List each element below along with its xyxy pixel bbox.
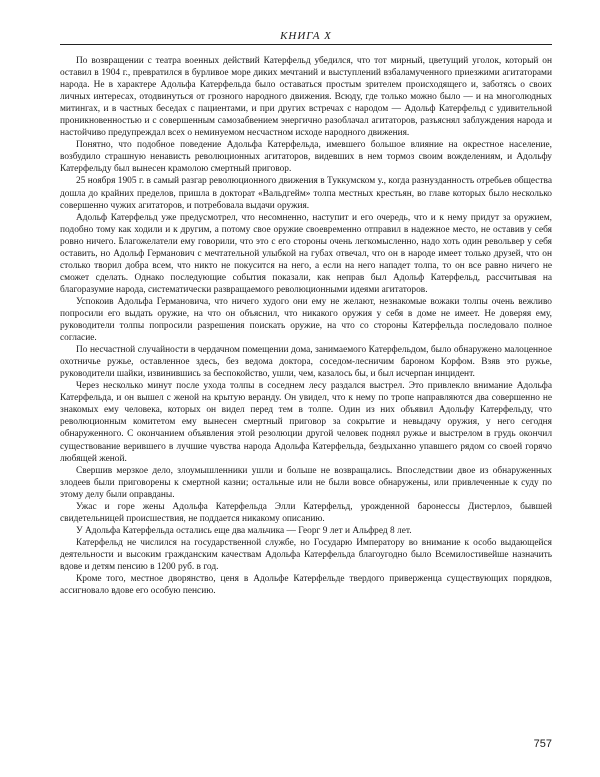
paragraph: По возвращении с театра военных действий Катерфельд убедился, что тот мирный, цветущий уголок, который он оставил в 1904 г., превратился в бурливое море диких мечтаний и выступлений взбаламученного приезжими агитаторами народа. Не в характере Адольфа Катерфельда было оставаться простым зрителем происходящего и, заботясь о своих личных интересах, отодвинуться от грозного народного движения. Всюду, где только можно было — и на многолюдных митингах, и в частных беседах с пациентами, и при других встречах с народом — Адольф Катерфельд с удивительной проникновенностью и с совершенным самозабвением энергично разоблачал агитаторов, разъяснял заблуждения народа и настойчиво предупреждал всех о неминуемом несчастном исходе народного движения.: [60, 56, 552, 139]
paragraph: Свершив мерзкое дело, злоумышленники ушли и больше не возвращались. Впоследствии двое из обнаруженных злодеев были приговорены к смертной казни; остальные или не были вовсе обнаружены, или привлеченные к суду по этому делу были оправданы.: [60, 465, 552, 500]
page-number: 757: [533, 738, 552, 750]
chapter-title: КНИГА X: [280, 30, 332, 42]
paragraph: 25 ноября 1905 г. в самый разгар революционного движения в Туккумском у., когда разнузданность отребьев общества дошла до крайних пределов, пришла в докторат «Вальдгейм» толпа местных крестьян, во главе которых было несколько совершенно чужих агитаторов, и потребовала выдачи оружия.: [60, 176, 552, 211]
paragraph: Через несколько минут после ухода толпы в соседнем лесу раздался выстрел. Это привлекло внимание Адольфа Катерфельда, и он вышел с женой на крытую веранду. Он увидел, что к нему по тропе направляются два совершенно не знакомых ему человека, которых он видел перед тем в толпе. Один из них объявил Адольфу Катерфельду, что революционным комитетом ему вынесен смертный приговор за сокрытие и невыдачу оружия, у него сегодня обнаруженного. С окончанием объявления этой резолюции другой человек поднял ружье и выстрелом в грудь окончил существование верившего в лучшие чувства народа Адольфа Катерфельда, бездыханно упавшего рядом со своей горячо любящей женой.: [60, 381, 552, 464]
paragraph: Катерфельд не числился на государственной службе, но Государю Императору во внимание к особо выдающейся деятельности и высоким гражданским качествам Адольфа Катерфельда благоугодно было Всемилостивейше назначить вдове и детям пенсию в 1200 руб. в год.: [60, 537, 552, 572]
paragraph: Успокоив Адольфа Германовича, что ничего худого они ему не желают, незнакомые вожаки толпы очень вежливо попросили его выдать оружие, на что он объяснил, что никакого оружия у себя в доме не имеет. Не доверяя ему, руководители толпы попросили разрешения поискать оружие, на что со стороны Катерфельда последовало полное согласие.: [60, 296, 552, 344]
paragraph: Кроме того, местное дворянство, ценя в Адольфе Катерфельде твердого приверженца существующих порядков, ассигновало вдове его особую пенсию.: [60, 574, 552, 597]
paragraph: По несчастной случайности в чердачном помещении дома, занимаемого Катерфельдом, было обнаружено малоценное охотничье ружье, оставленное здесь, без ведома доктора, соседом-лесничим бароном Корфом. Взяв это ружье, руководители шайки, извинившись за беспокойство, ушли, чем, казалось бы, и был исчерпан инцидент.: [60, 345, 552, 380]
main-text: [60, 55, 552, 597]
paragraph: У Адольфа Катерфельда остались еще два мальчика — Георг 9 лет и Альфред 8 лет.: [76, 525, 412, 536]
paragraph: Адольф Катерфельд уже предусмотрел, что несомненно, наступит и его очередь, что и к нему придут за оружием, подобно тому как ходили и к другим, а потому свое оружие своевременно отправил в надежное место, не оставив у себя ровно ничего. Благожелатели ему говорили, что это с его стороны очень легкомысленно, надо хоть один револьвер у себя оставить, но Адольф Германович с мечтательной улыбкой на губах отвечал, что он в народе имеет только друзей, что он столько творил добра всем, что никто не покусится на него, а если на него нападет толпа, то он все равно ничего не сможет сделать. Однако последующие события показали, как неправ был Адольф Катерфельд, рассчитывая на благоразумие народа, систематически развращаемого революционными идеями агитаторов.: [60, 212, 552, 295]
running-header: [60, 30, 552, 45]
paragraph: Понятно, что подобное поведение Адольфа Катерфельда, имевшего большое влияние на окрестное население, возбудило страшную ненависть революционных агитаторов, видевших в нем тормоз своим вожделениям, и Адольфу Катерфельду был вынесен крамолою смертный приговор.: [60, 140, 552, 175]
paragraph: Ужас и горе жены Адольфа Катерфельда Элли Катерфельд, урожденной баронессы Дистерлоэ, бывшей свидетельницей происшествия, не поддается никакому описанию.: [60, 501, 552, 524]
